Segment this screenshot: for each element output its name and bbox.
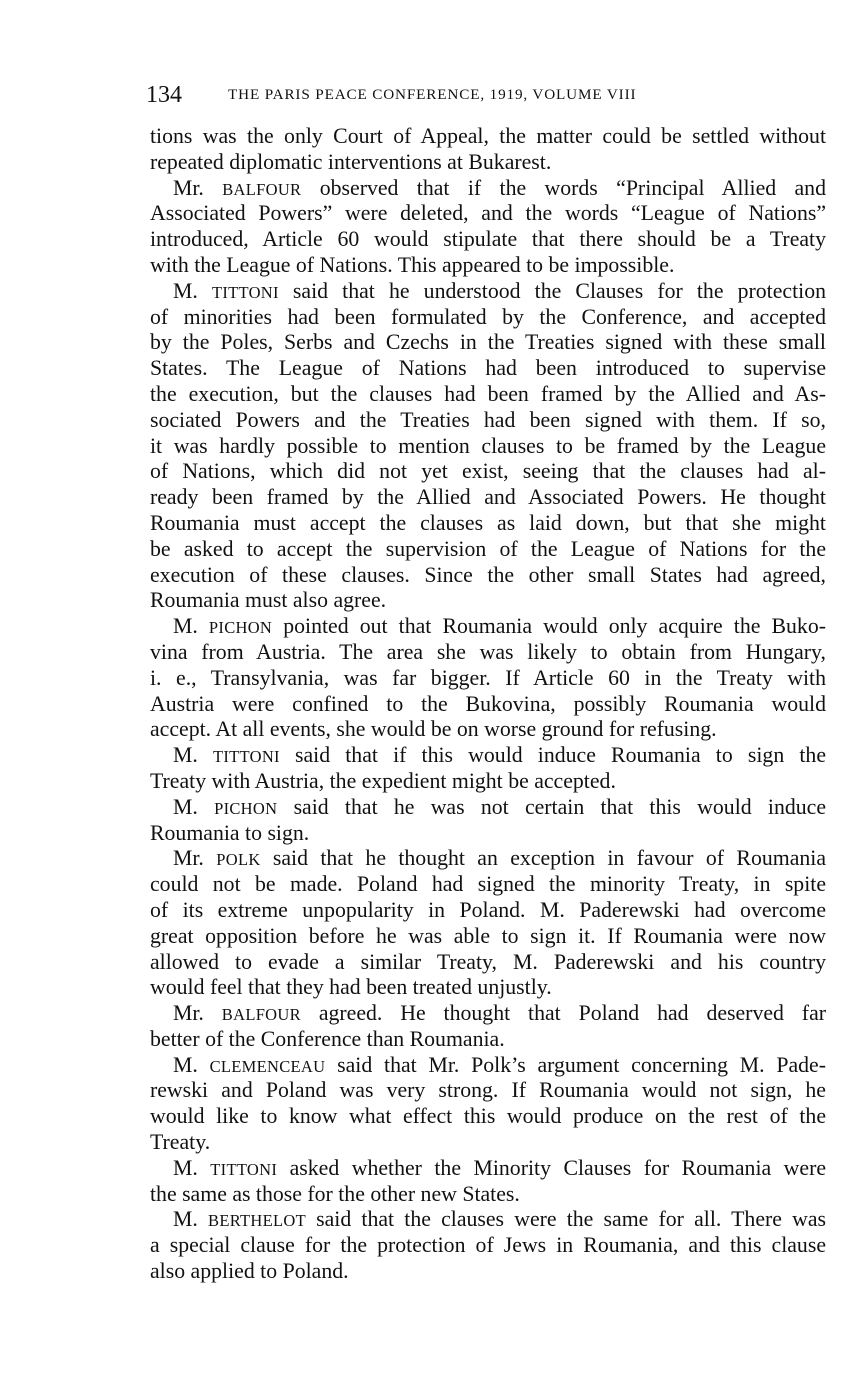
speaker-prefix: Mr. — [173, 175, 223, 200]
text-line — [150, 1104, 826, 1130]
text-line — [150, 1001, 826, 1027]
text-line — [150, 305, 826, 331]
line-text: it was hardly possible to mention clauses to be framed by the League — [150, 433, 826, 458]
line-text: rewski and Poland was very strong. If Roumania would not sign, he — [150, 1078, 826, 1103]
text-line — [150, 1156, 826, 1182]
text-line — [150, 356, 826, 382]
speaker-prefix: M. — [173, 614, 209, 639]
line-text: agreed. He thought that Poland had deserved far — [300, 1001, 827, 1026]
text-line — [150, 1207, 826, 1233]
text-line — [150, 227, 826, 253]
line-text: asked whether the Minority Clauses for Roumania were — [277, 1155, 826, 1180]
speaker-prefix: M. — [173, 794, 215, 819]
line-text: said that if this would induce Roumania to sign the — [279, 743, 827, 768]
line-text: sociated Powers and the Treaties had been signed with them. If so, — [150, 407, 826, 432]
line-text: Roumania must also agree. — [150, 588, 387, 613]
line-text: said that he thought an exception in favour of Roumania — [260, 846, 826, 871]
speaker-name: TITTONI — [211, 282, 279, 302]
text-line — [150, 666, 826, 692]
text-line — [150, 511, 826, 537]
text-line — [150, 924, 826, 950]
text-line — [150, 1053, 826, 1079]
line-text: Roumania must accept the clauses as laid down, but that she might — [150, 510, 826, 535]
line-text: allowed to evade a similar Treaty, M. Paderewski and his country — [150, 949, 826, 974]
speaker-name: BALFOUR — [221, 1005, 301, 1025]
text-line — [150, 485, 826, 511]
text-line — [150, 743, 826, 769]
text-line — [150, 640, 826, 666]
line-text: Treaty. — [150, 1130, 211, 1155]
text-line — [150, 769, 826, 795]
text-line — [150, 898, 826, 924]
line-text: i. e., Transylvania, was far bigger. If Article 60 in the Treaty with — [150, 665, 826, 690]
line-text: of its extreme unpopularity in Poland. M. Paderewski had overcome — [150, 897, 826, 922]
line-text: tions was the only Court of Appeal, the matter could be settled without — [150, 124, 826, 148]
line-text: said that Mr. Polk’s argument concerning M. Pade- — [325, 1052, 826, 1077]
line-text: said that the clauses were the same for all. There was — [305, 1207, 826, 1232]
line-text: with the League of Nations. This appeared to be impossible. — [150, 252, 675, 277]
line-text: be asked to accept the supervision of the League of Nations for the — [150, 536, 826, 561]
line-text: the execution, but the clauses had been framed by the Allied and As- — [150, 381, 826, 406]
body-text — [150, 124, 826, 1285]
text-line — [150, 1233, 826, 1259]
line-text: States. The League of Nations had been introduced to supervise — [150, 356, 826, 381]
speaker-name: POLK — [216, 850, 261, 870]
text-line — [150, 279, 826, 305]
speaker-prefix: M. — [173, 1207, 209, 1232]
running-head — [146, 80, 826, 110]
line-text: by the Poles, Serbs and Czechs in the Treaties signed with these small — [150, 330, 826, 355]
text-line — [150, 124, 826, 150]
text-line — [150, 588, 826, 614]
text-line — [150, 692, 826, 718]
line-text: also applied to Poland. — [150, 1259, 349, 1284]
text-line — [150, 434, 826, 460]
text-line — [150, 201, 826, 227]
line-text: observed that if the words “Principal Allied and — [301, 175, 826, 200]
line-text: ready been framed by the Allied and Associated Powers. He thought — [150, 485, 826, 510]
speaker-prefix: M. — [173, 743, 213, 768]
text-line — [150, 537, 826, 563]
text-line — [150, 717, 826, 743]
text-line — [150, 408, 826, 434]
speaker-prefix: M. — [173, 1155, 211, 1180]
line-text: Associated Powers” were deleted, and the words “League of Nations” — [150, 201, 826, 226]
line-text: Austria were confined to the Bukovina, possibly Roumania would — [150, 691, 826, 716]
text-line — [150, 1078, 826, 1104]
text-line — [150, 950, 826, 976]
text-line — [150, 459, 826, 485]
text-line — [150, 975, 826, 1001]
text-line — [150, 330, 826, 356]
text-line — [150, 563, 826, 589]
line-text: of minorities had been formulated by the Conference, and accepted — [150, 304, 826, 329]
line-text: introduced, Article 60 would stipulate that there should be a Treaty — [150, 227, 826, 252]
line-text: said that he understood the Clauses for the protection — [278, 278, 826, 303]
line-text: Treaty with Austria, the expedient might be accepted. — [150, 768, 616, 793]
speaker-prefix: M. — [173, 278, 212, 303]
speaker-name: TITTONI — [210, 1159, 278, 1179]
speaker-name: BERTHELOT — [208, 1211, 306, 1231]
speaker-name: PICHON — [214, 798, 278, 818]
page-number: 134 — [146, 82, 182, 108]
line-text: pointed out that Roumania would only acquire the Buko- — [272, 614, 826, 639]
line-text: the same as those for the other new States. — [150, 1181, 520, 1206]
speaker-name: TITTONI — [212, 747, 280, 767]
speaker-name: BALFOUR — [222, 179, 302, 199]
text-line — [150, 1182, 826, 1208]
text-line — [150, 176, 826, 202]
line-text: vina from Austria. The area she was likely to obtain from Hungary, — [150, 639, 826, 664]
speaker-prefix: M. — [173, 1052, 210, 1077]
line-text: would like to know what effect this would produce on the rest of the — [150, 1104, 826, 1129]
text-line — [150, 1130, 826, 1156]
speaker-prefix: Mr. — [173, 846, 217, 871]
line-text: better of the Conference than Roumania. — [150, 1026, 505, 1051]
running-title: THE PARIS PEACE CONFERENCE, 1919, VOLUME VIII — [228, 86, 637, 103]
text-line — [150, 382, 826, 408]
speaker-name: CLEMENCEAU — [209, 1056, 326, 1076]
line-text: execution of these clauses. Since the other small States had agreed, — [150, 562, 826, 587]
text-line — [150, 846, 826, 872]
text-line — [150, 821, 826, 847]
line-text: said that he was not certain that this would induce — [277, 794, 826, 819]
line-text: could not be made. Poland had signed the minority Treaty, in spite — [150, 872, 826, 897]
line-text: would feel that they had been treated unjustly. — [150, 975, 552, 1000]
text-line — [150, 872, 826, 898]
line-text: a special clause for the protection of Jews in Roumania, and this clause — [150, 1233, 826, 1258]
line-text: great opposition before he was able to sign it. If Roumania were now — [150, 923, 826, 948]
text-line — [150, 614, 826, 640]
line-text: repeated diplomatic interventions at Bukarest. — [150, 149, 552, 174]
line-text: Roumania to sign. — [150, 820, 310, 845]
line-text: of Nations, which did not yet exist, seeing that the clauses had al- — [150, 459, 826, 484]
text-line — [150, 1259, 826, 1285]
text-line — [150, 1027, 826, 1053]
line-text: accept. At all events, she would be on worse ground for refusing. — [150, 717, 717, 742]
speaker-name: PICHON — [208, 618, 273, 638]
text-line — [150, 795, 826, 821]
speaker-prefix: Mr. — [173, 1001, 222, 1026]
text-line — [150, 150, 826, 176]
text-line — [150, 253, 826, 279]
